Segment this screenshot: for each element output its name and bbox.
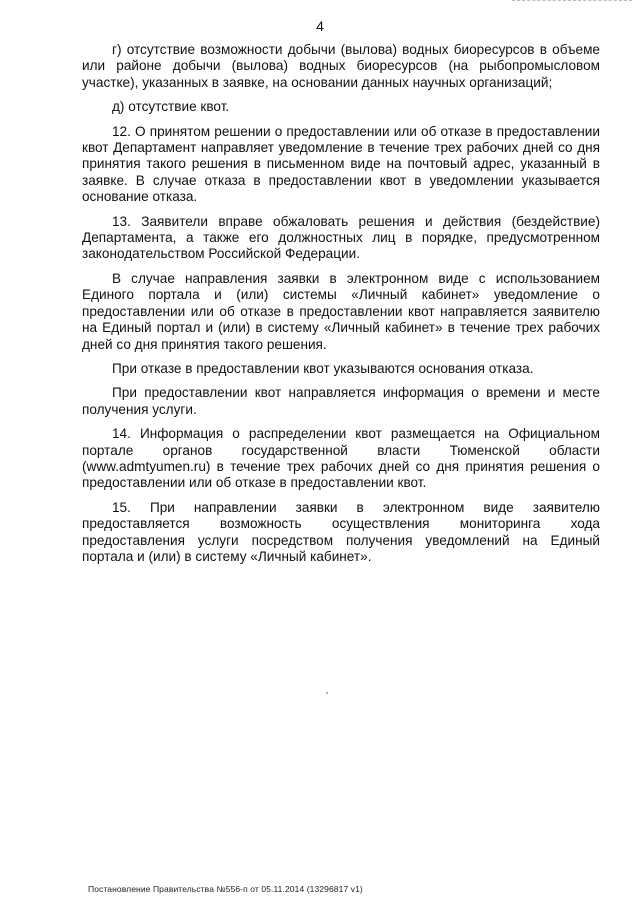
page-number: 4: [316, 18, 324, 34]
paragraph-14: 14. Информация о распределении квот размещается на Официальном портале органов государственной власти Тюменской области (www.admtyumen.ru) в течение трех рабочих дней со дня принятия решения о предоставлении или об отказе в предоставлении квот.: [82, 426, 600, 491]
scan-speck: [326, 692, 328, 694]
paragraph-electronic-request: В случае направления заявки в электронном виде с использованием Единого портала и (или) системы «Личный кабинет» уведомление о предоставлении или об отказе в предоставлении квот направляется заявителю на Единый портал и (или) в систему «Личный кабинет» в течение трех рабочих дней со дня принятия такого решения.: [82, 270, 600, 352]
document-body: [82, 42, 600, 573]
document-footer: Постановление Правительства №556-п от 05.11.2014 (13296817 v1): [88, 884, 363, 894]
paragraph-d: д) отсутствие квот.: [112, 99, 230, 115]
paragraph-15: 15. При направлении заявки в электронном виде заявителю предоставляется возможность осуществления мониторинга хода предоставления услуги посредством получения уведомлений на Единый портала и (или) в систему «Личный кабинет».: [82, 499, 600, 564]
paragraph-service-info: При предоставлении квот направляется информация о времени и месте получения услуги.: [82, 385, 600, 417]
scan-edge-marks: [512, 0, 632, 3]
paragraph-g: г) отсутствие возможности добычи (вылова) водных биоресурсов в объеме или районе добычи (вылова) водных биоресурсов (на рыбопромысловом участке), указанных в заявке, на основании данных научных организаций;: [82, 42, 600, 90]
paragraph-12: 12. О принятом решении о предоставлении или об отказе в предоставлении квот Департамент направляет уведомление в течение трех рабочих дней со дня принятия такого решения в письменном виде на почтовый адрес, указанный в заявке. В случае отказа в предоставлении квот в уведомлении указывается основание отказа.: [82, 123, 600, 205]
paragraph-refusal-grounds: При отказе в предоставлении квот указываются основания отказа.: [112, 360, 534, 376]
paragraph-13: 13. Заявители вправе обжаловать решения и действия (бездействие) Департамента, а также его должностных лиц в порядке, предусмотренном законодательством Российской Федерации.: [82, 213, 600, 262]
